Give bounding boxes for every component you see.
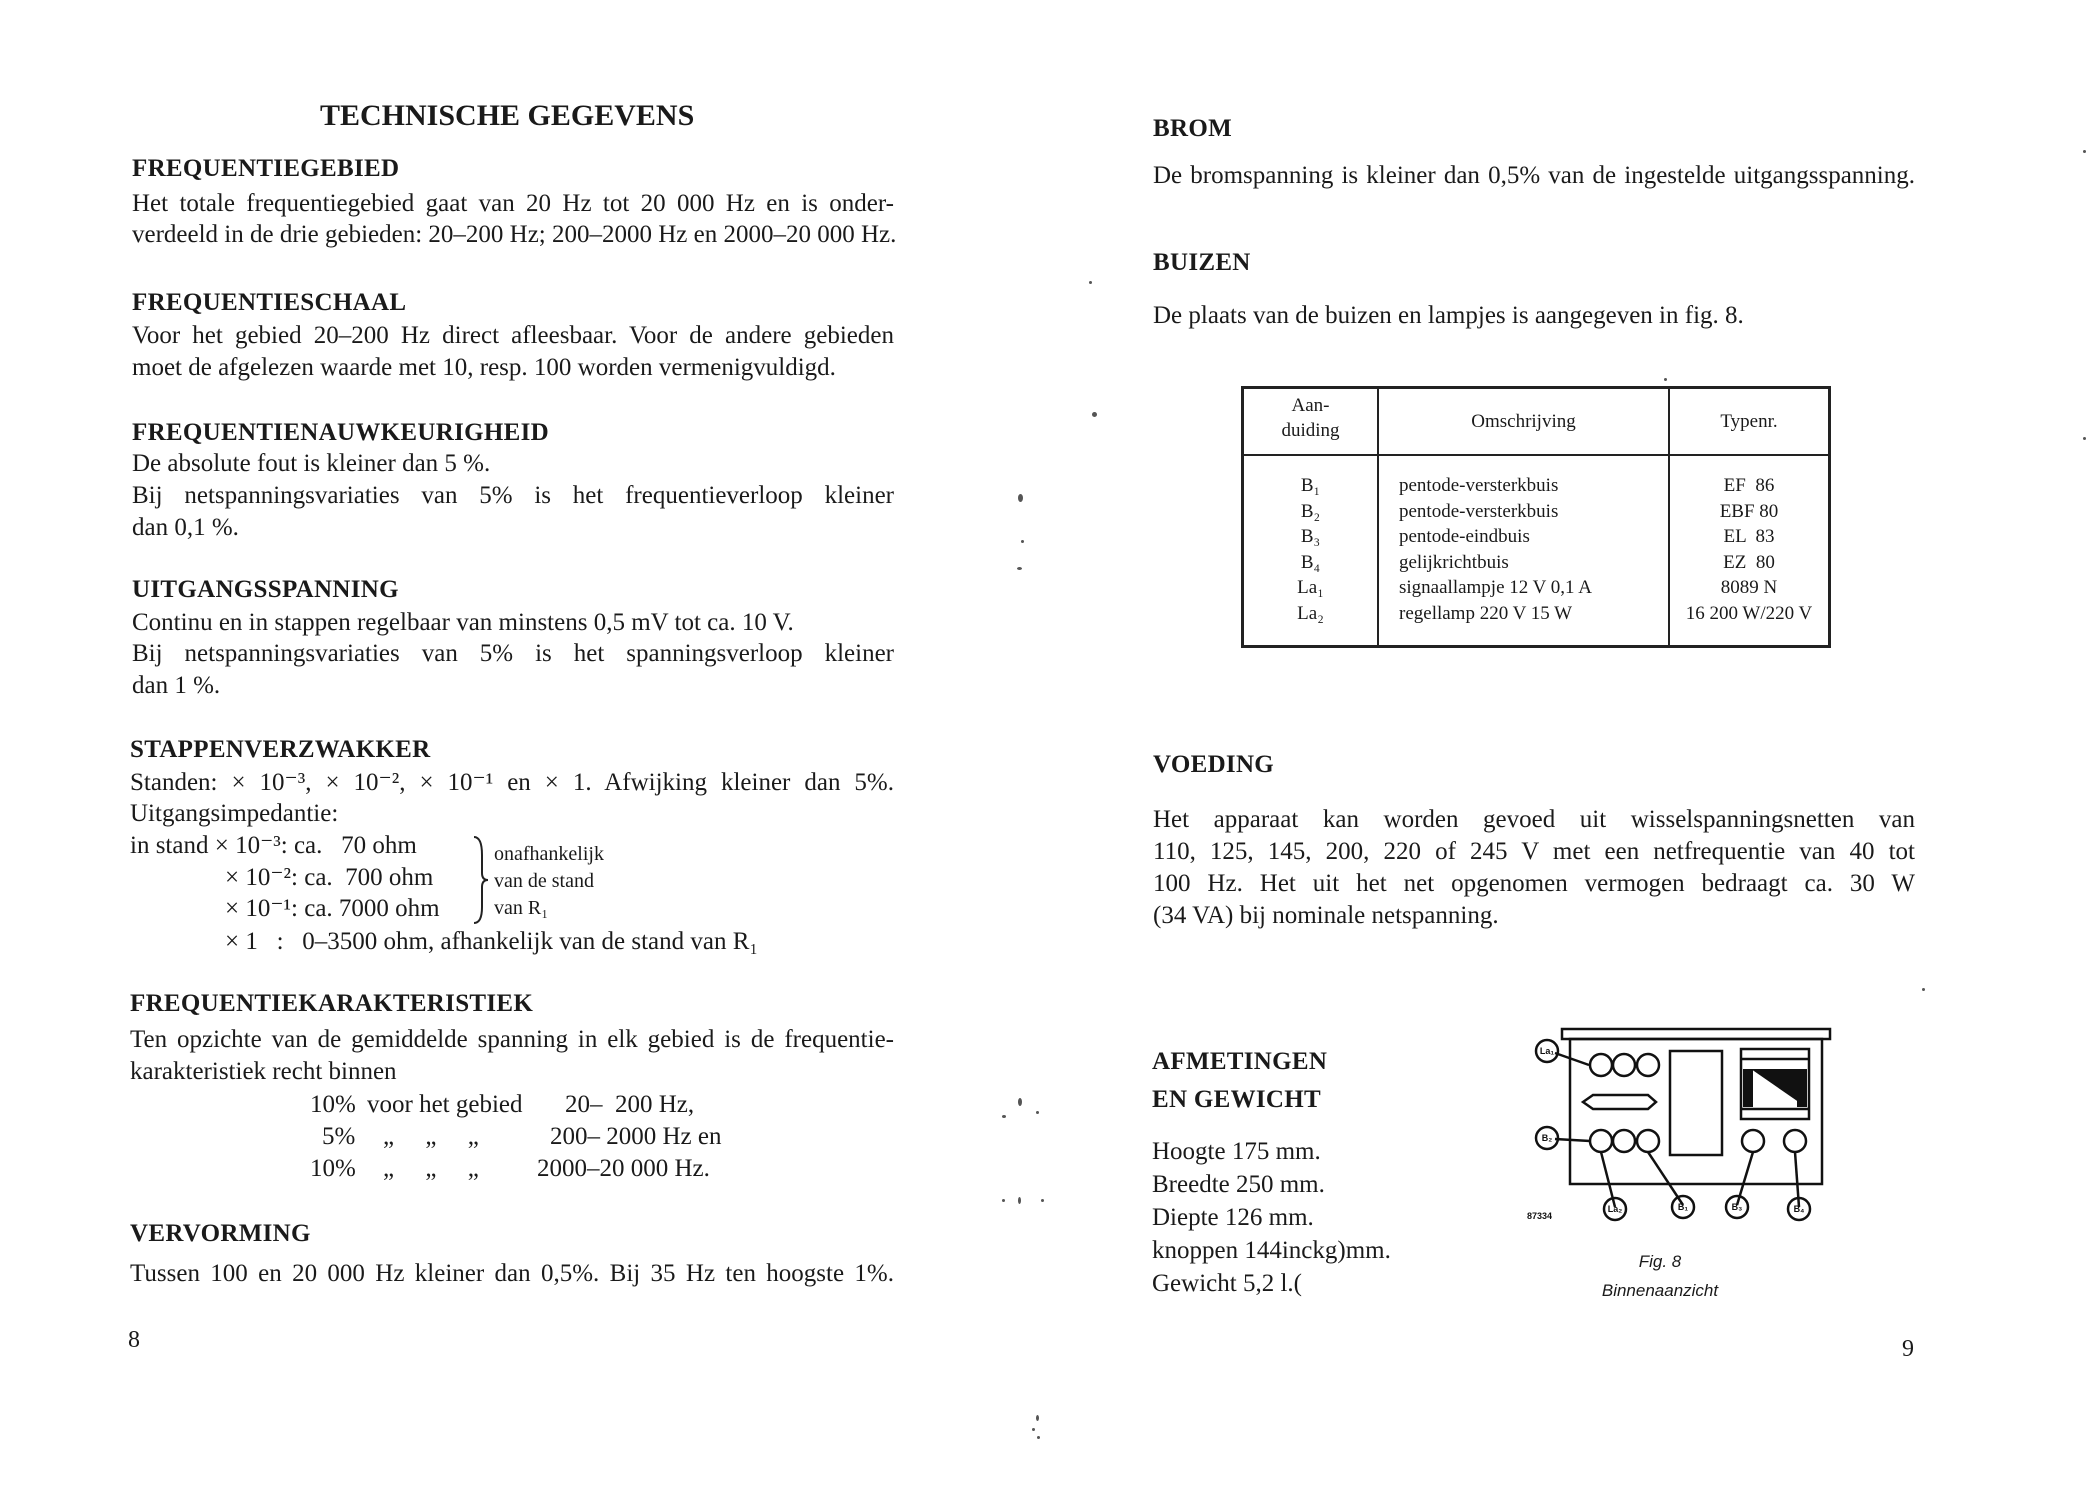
brace-text-3: van R₁ (494, 897, 549, 919)
table-body (1244, 473, 1828, 626)
fig8-label-b4: B₄ (1793, 1204, 1805, 1214)
karakteristiek-row-2-range: 200– 2000 Hz en (550, 1123, 722, 1150)
brom-line: De bromspanning is kleiner dan 0,5% van de ingestelde uitgangsspanning. (1153, 162, 1915, 189)
voeding-line-4: (34 VA) bij nominale netspanning. (1153, 902, 1499, 929)
scan-speck (1002, 1199, 1005, 1202)
heading-frequentiekarakteristiek: FREQUENTIEKARAKTERISTIEK (130, 990, 534, 1017)
karakteristiek-row-2-text: „ „ „ (383, 1123, 479, 1150)
buizen-table (1241, 386, 1831, 648)
afmetingen-line-5: Gewicht 5,2 l.( (1152, 1270, 1302, 1297)
heading-uitgangsspanning: UITGANGSSPANNING (132, 576, 399, 603)
cell-typenr: EF 86 (1723, 475, 1775, 496)
cell-omschrijving: signaallampje 12 V 0,1 A (1399, 577, 1592, 598)
scan-speck (1021, 540, 1024, 543)
page-title: TECHNISCHE GEGEVENS (320, 99, 695, 132)
scan-speck (1036, 1111, 1039, 1114)
fig8-label-la1: La₁ (1539, 1046, 1555, 1056)
scan-speck (1922, 988, 1925, 991)
table-header-typenr: Typenr. (1720, 411, 1778, 432)
cell-omschrijving: pentode-versterkbuis (1399, 475, 1559, 496)
cell-aanduiding: La₁ (1297, 577, 1324, 598)
scan-speck (1018, 1197, 1021, 1204)
scan-speck (1037, 1436, 1040, 1439)
scan-speck (2083, 150, 2086, 153)
brace-text-1: onafhankelijk (494, 843, 604, 865)
table-header-aanduiding: Aan- duiding (1281, 395, 1340, 441)
stappen-row-3: × 10⁻¹: ca. 7000 ohm (225, 895, 440, 922)
afmetingen-line-4: knoppen 144inckg)mm. (1152, 1237, 1391, 1264)
karakteristiek-row-3-text: „ „ „ (383, 1155, 479, 1182)
scan-speck (1032, 1428, 1035, 1431)
karakteristiek-row-2-pct: 5% (322, 1123, 356, 1150)
cell-omschrijving: gelijkrichtbuis (1399, 551, 1509, 573)
heading-frequentieschaal: FREQUENTIESCHAAL (132, 289, 407, 316)
cell-omschrijving: regellamp 220 V 15 W (1399, 602, 1573, 624)
nauwkeurigheid-line-1: De absolute fout is kleiner dan 5 %. (132, 450, 491, 477)
cell-aanduiding: B₃ (1300, 526, 1321, 547)
voeding-line-3: 100 Hz. Het uit het net opgenomen vermogen bedraagt ca. 30 W (1153, 870, 1915, 897)
karakteristiek-line-1: Ten opzichte van de gemiddelde spanning in elk gebied is de frequentie- (130, 1026, 894, 1053)
scan-speck (1664, 378, 1667, 381)
scan-speck (1017, 567, 1022, 570)
cell-typenr: EL 83 (1723, 526, 1775, 547)
table-row (1244, 524, 1828, 550)
brace-text-2: van de stand (494, 870, 594, 892)
cell-typenr: EZ 80 (1723, 551, 1775, 573)
cell-aanduiding: La₂ (1297, 602, 1324, 624)
cell-typenr: 16 200 W/220 V (1685, 602, 1813, 624)
vervorming-line: Tussen 100 en 20 000 Hz kleiner dan 0,5%. Bij 35 Hz ten hoogste 1%. (130, 1260, 894, 1287)
stappen-impedantie-label: Uitgangsimpedantie: (130, 800, 339, 827)
fig8-subcaption: Binnenaanzicht (1601, 1281, 1719, 1300)
frequentieschaal-line-1: Voor het gebied 20–200 Hz direct afleesbaar. Voor de andere gebieden (132, 322, 894, 349)
brace-icon (470, 835, 490, 925)
heading-stappenverzwakker: STAPPENVERZWAKKER (130, 736, 431, 763)
karakteristiek-line-2: karakteristiek recht binnen (130, 1058, 397, 1085)
table-row (1244, 575, 1828, 601)
scan-speck (1041, 1199, 1044, 1202)
fig8-caption: Fig. 8 (1638, 1252, 1682, 1271)
scan-speck (1002, 1115, 1006, 1118)
uitgangsspanning-line-2: Bij netspanningsvariaties van 5% is het spanningsverloop kleiner (132, 640, 894, 667)
nauwkeurigheid-line-3: dan 0,1 %. (132, 514, 239, 541)
scan-speck (1089, 281, 1092, 284)
page-number-right: 9 (1902, 1336, 1914, 1362)
cell-aanduiding: B₄ (1300, 551, 1321, 573)
table-row (1244, 473, 1828, 499)
karakteristiek-row-1-pct: 10% (310, 1091, 356, 1118)
table-row (1244, 550, 1828, 576)
scan-speck (1092, 412, 1097, 417)
frequentieschaal-line-2: moet de afgelezen waarde met 10, resp. 100 worden vermenigvuldigd. (132, 354, 836, 381)
fig8-code: 87334 (1527, 1211, 1553, 1221)
cell-omschrijving: pentode-eindbuis (1399, 526, 1530, 547)
fig8-label-b3: B₃ (1731, 1202, 1743, 1212)
table-row (1244, 601, 1828, 627)
uitgangsspanning-line-3: dan 1 %. (132, 672, 221, 699)
cell-aanduiding: B₁ (1300, 475, 1321, 496)
buizen-line: De plaats van de buizen en lampjes is aangegeven in fig. 8. (1153, 302, 1744, 329)
stappen-standen: Standen: × 10⁻³, × 10⁻², × 10⁻¹ en × 1. Afwijking kleiner dan 5%. (130, 769, 894, 796)
page-number-left: 8 (128, 1327, 140, 1353)
table-header-omschrijving: Omschrijving (1471, 411, 1576, 432)
fig8-label-b2: B₂ (1541, 1133, 1553, 1143)
nauwkeurigheid-line-2: Bij netspanningsvariaties van 5% is het frequentieverloop kleiner (132, 482, 894, 509)
heading-en-gewicht: EN GEWICHT (1152, 1086, 1322, 1113)
scan-speck (2083, 437, 2086, 440)
frequentiegebied-line-1: Het totale frequentiegebied gaat van 20 Hz tot 20 000 Hz en is onder- (132, 190, 894, 217)
karakteristiek-row-3-pct: 10% (310, 1155, 356, 1182)
fig8-label-la2: La₂ (1607, 1204, 1623, 1214)
scan-speck (1018, 494, 1023, 502)
heading-frequentienauwkeurigheid: FREQUENTIENAUWKEURIGHEID (132, 419, 549, 446)
voeding-line-1: Het apparaat kan worden gevoed uit wisselspanningsnetten van (1153, 806, 1915, 833)
karakteristiek-row-3-range: 2000–20 000 Hz. (537, 1155, 710, 1182)
uitgangsspanning-line-1: Continu en in stappen regelbaar van minstens 0,5 mV tot ca. 10 V. (132, 609, 794, 636)
table-divider (1244, 454, 1828, 456)
cell-omschrijving: pentode-versterkbuis (1399, 500, 1559, 522)
frequentiegebied-line-2: verdeeld in de drie gebieden: 20–200 Hz; 200–2000 Hz en 2000–20 000 Hz. (132, 221, 897, 248)
heading-afmetingen: AFMETINGEN (1152, 1048, 1328, 1075)
karakteristiek-row-1-range: 20– 200 Hz, (565, 1091, 695, 1118)
fig8-diagram (1515, 1025, 1835, 1235)
afmetingen-line-1: Hoogte 175 mm. (1152, 1138, 1321, 1165)
afmetingen-line-2: Breedte 250 mm. (1152, 1171, 1325, 1198)
heading-brom: BROM (1153, 115, 1232, 142)
karakteristiek-row-1-text: voor het gebied (367, 1091, 523, 1118)
cell-typenr: 8089 N (1720, 577, 1778, 598)
heading-buizen: BUIZEN (1153, 249, 1251, 276)
cell-typenr: EBF 80 (1719, 500, 1779, 522)
stappen-row-1: in stand × 10⁻³: ca. 70 ohm (130, 832, 417, 859)
stappen-row-4: × 1 : 0–3500 ohm, afhankelijk van de stand van R₁ (225, 928, 759, 955)
voeding-line-2: 110, 125, 145, 200, 220 of 245 V met een netfrequentie van 40 tot (1153, 838, 1915, 865)
table-row (1244, 499, 1828, 525)
afmetingen-line-3: Diepte 126 mm. (1152, 1204, 1314, 1231)
heading-vervorming: VERVORMING (130, 1220, 311, 1247)
scan-speck (1036, 1415, 1039, 1421)
heading-voeding: VOEDING (1153, 751, 1275, 778)
scan-speck (1018, 1098, 1022, 1106)
stappen-row-2: × 10⁻²: ca. 700 ohm (225, 864, 434, 891)
heading-frequentiegebied: FREQUENTIEGEBIED (132, 155, 400, 182)
cell-aanduiding: B₂ (1300, 500, 1321, 522)
fig8-label-b1: B₁ (1677, 1202, 1689, 1212)
